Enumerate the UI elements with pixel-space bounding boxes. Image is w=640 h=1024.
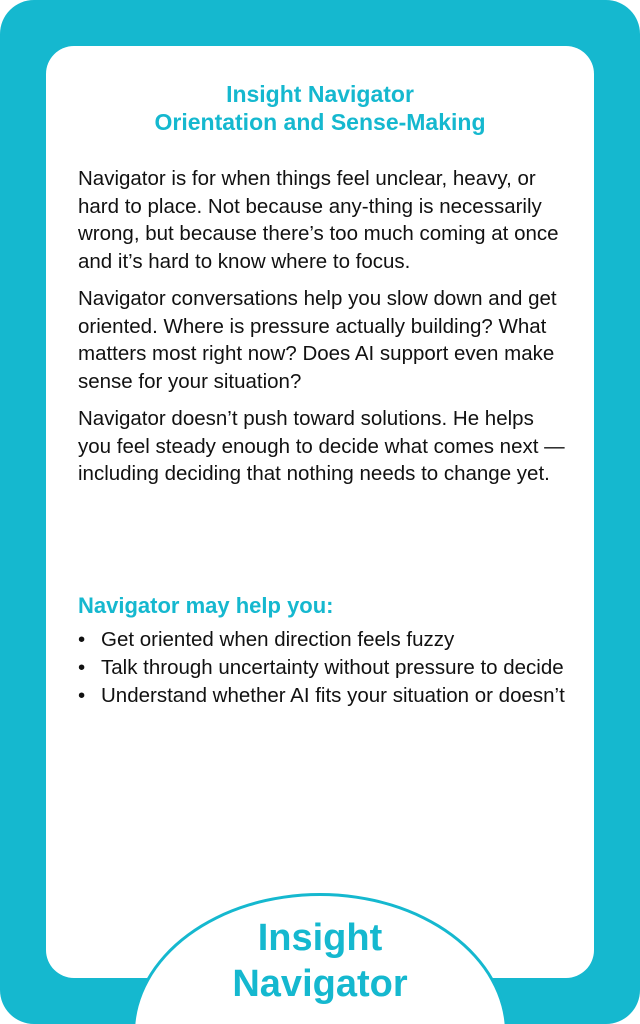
paragraph-2: Navigator conversations help you slow down and get oriented. Where is pressure actually building? What matters most right now? Does AI support even make sense for your situation? (78, 287, 557, 393)
badge-title (132, 915, 508, 1007)
card-header (0, 80, 640, 136)
help-list (78, 626, 568, 710)
paragraph-3: Navigator doesn’t push toward solutions. He helps you feel steady enough to decide what comes next — including deciding that nothing needs to change yet. (78, 407, 565, 485)
header-title: Insight Navigator (226, 81, 414, 107)
paragraph-1: Navigator is for when things feel unclear, heavy, or hard to place. Not because any-thing is necessarily wrong, but because there’s too much coming at once and it’s hard to know where to focus. (78, 167, 559, 273)
list-item (78, 626, 568, 654)
list-item (78, 682, 568, 710)
bullet-icon: • (78, 656, 86, 679)
description (78, 165, 568, 498)
help-heading: Navigator may help you: (78, 593, 334, 618)
bullet-icon: • (78, 684, 86, 707)
badge-line-2: Navigator (232, 963, 408, 1005)
header-subtitle: Orientation and Sense-Making (154, 109, 486, 135)
list-item (78, 654, 568, 682)
list-item-text: Understand whether AI fits your situation or doesn’t (101, 684, 565, 707)
badge-line-1: Insight (257, 917, 383, 959)
bullet-icon: • (78, 628, 86, 651)
list-item-text: Get oriented when direction feels fuzzy (101, 628, 455, 651)
list-item-text: Talk through uncertainty without pressure to decide (101, 656, 564, 679)
